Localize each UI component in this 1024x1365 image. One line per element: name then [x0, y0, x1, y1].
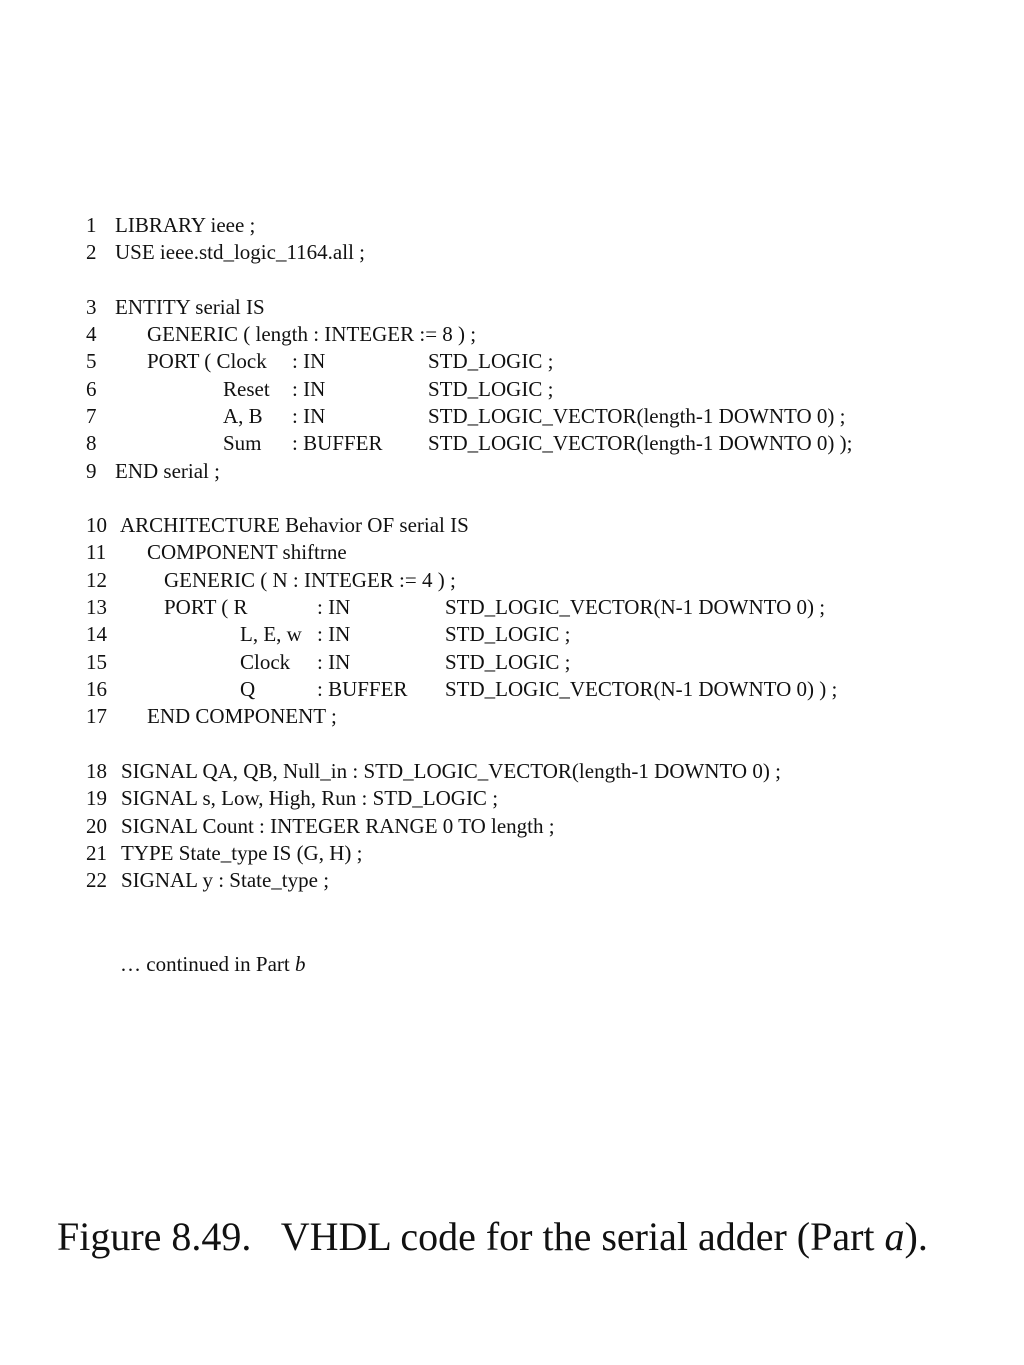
line-number: 5	[86, 349, 97, 373]
continued-text: … continued in Part	[120, 952, 295, 976]
caption-text: Figure 8.49. VHDL code for the serial adder (Part	[57, 1214, 885, 1259]
code-text: SIGNAL Count : INTEGER RANGE 0 TO length ;	[121, 814, 555, 838]
port-mode: : BUFFER	[292, 431, 383, 455]
code-line	[86, 213, 986, 237]
caption-part: a	[884, 1214, 905, 1259]
port-type: STD_LOGIC_VECTOR(length-1 DOWNTO 0) ;	[428, 404, 846, 428]
code-text: END serial ;	[115, 459, 220, 483]
line-number: 10	[86, 513, 107, 537]
code-line	[86, 540, 986, 564]
code-text: SIGNAL QA, QB, Null_in : STD_LOGIC_VECTOR(length-1 DOWNTO 0) ;	[121, 759, 781, 783]
continued-note	[120, 952, 305, 976]
line-number: 21	[86, 841, 107, 865]
port-mode: : BUFFER	[317, 677, 408, 701]
line-number: 16	[86, 677, 107, 701]
port-type: STD_LOGIC_VECTOR(N-1 DOWNTO 0) ) ;	[445, 677, 838, 701]
code-text: USE ieee.std_logic_1164.all ;	[115, 240, 366, 264]
code-line	[86, 377, 986, 401]
code-line	[86, 404, 986, 428]
code-line	[86, 431, 986, 455]
port-type: STD_LOGIC ;	[428, 377, 554, 401]
port-name: Sum	[223, 431, 262, 455]
code-text: SIGNAL s, Low, High, Run : STD_LOGIC ;	[121, 786, 499, 810]
line-number: 7	[86, 404, 97, 428]
code-line	[86, 568, 986, 592]
port-type: STD_LOGIC_VECTOR(length-1 DOWNTO 0) );	[428, 431, 853, 455]
port-mode: : IN	[317, 650, 351, 674]
code-text: SIGNAL y : State_type ;	[121, 868, 330, 892]
port-name: A, B	[223, 404, 263, 428]
line-number: 4	[86, 322, 97, 346]
caption-end: ).	[904, 1214, 928, 1259]
continued-part: b	[294, 952, 306, 976]
line-number: 13	[86, 595, 107, 619]
code-line	[86, 295, 986, 319]
code-text: GENERIC ( N : INTEGER := 4 ) ;	[164, 568, 456, 592]
line-number: 19	[86, 786, 107, 810]
code-text: COMPONENT shiftrne	[147, 540, 347, 564]
port-type: STD_LOGIC ;	[445, 622, 571, 646]
port-mode: : IN	[292, 349, 326, 373]
code-text: END COMPONENT ;	[147, 704, 337, 728]
port-mode: : IN	[292, 377, 326, 401]
code-line	[86, 240, 986, 264]
port-type: STD_LOGIC ;	[428, 349, 554, 373]
port-name: PORT ( R	[164, 595, 248, 619]
figure-caption	[57, 1212, 928, 1262]
line-number: 6	[86, 377, 97, 401]
code-line	[86, 622, 986, 646]
code-line	[86, 759, 986, 783]
code-line	[86, 704, 986, 728]
code-line	[86, 513, 986, 537]
line-number: 12	[86, 568, 107, 592]
code-line	[86, 650, 986, 674]
port-name: Reset	[223, 377, 270, 401]
line-number: 18	[86, 759, 107, 783]
port-type: STD_LOGIC_VECTOR(N-1 DOWNTO 0) ;	[445, 595, 826, 619]
code-text: LIBRARY ieee ;	[115, 213, 256, 237]
line-number: 2	[86, 240, 97, 264]
code-text: GENERIC ( length : INTEGER := 8 ) ;	[147, 322, 477, 346]
line-number: 1	[86, 213, 97, 237]
port-name: Q	[240, 677, 256, 701]
port-mode: : IN	[317, 622, 351, 646]
code-text: ARCHITECTURE Behavior OF serial IS	[120, 513, 469, 537]
code-line	[86, 814, 986, 838]
code-text: ENTITY serial IS	[115, 295, 265, 319]
code-line	[86, 349, 986, 373]
line-number: 8	[86, 431, 97, 455]
code-line	[86, 677, 986, 701]
line-number: 17	[86, 704, 107, 728]
port-name: L, E, w	[240, 622, 302, 646]
line-number: 20	[86, 814, 107, 838]
code-line	[86, 786, 986, 810]
code-line	[86, 595, 986, 619]
port-type: STD_LOGIC ;	[445, 650, 571, 674]
code-line	[86, 322, 986, 346]
code-line	[86, 841, 986, 865]
line-number: 22	[86, 868, 107, 892]
line-number: 11	[86, 540, 107, 564]
line-number: 9	[86, 459, 97, 483]
code-text: TYPE State_type IS (G, H) ;	[121, 841, 363, 865]
line-number: 14	[86, 622, 107, 646]
code-line	[86, 459, 986, 483]
code-line	[86, 868, 986, 892]
line-number: 15	[86, 650, 107, 674]
port-mode: : IN	[317, 595, 351, 619]
line-number: 3	[86, 295, 97, 319]
port-mode: : IN	[292, 404, 326, 428]
port-name: Clock	[240, 650, 291, 674]
port-name: PORT ( Clock	[147, 349, 267, 373]
